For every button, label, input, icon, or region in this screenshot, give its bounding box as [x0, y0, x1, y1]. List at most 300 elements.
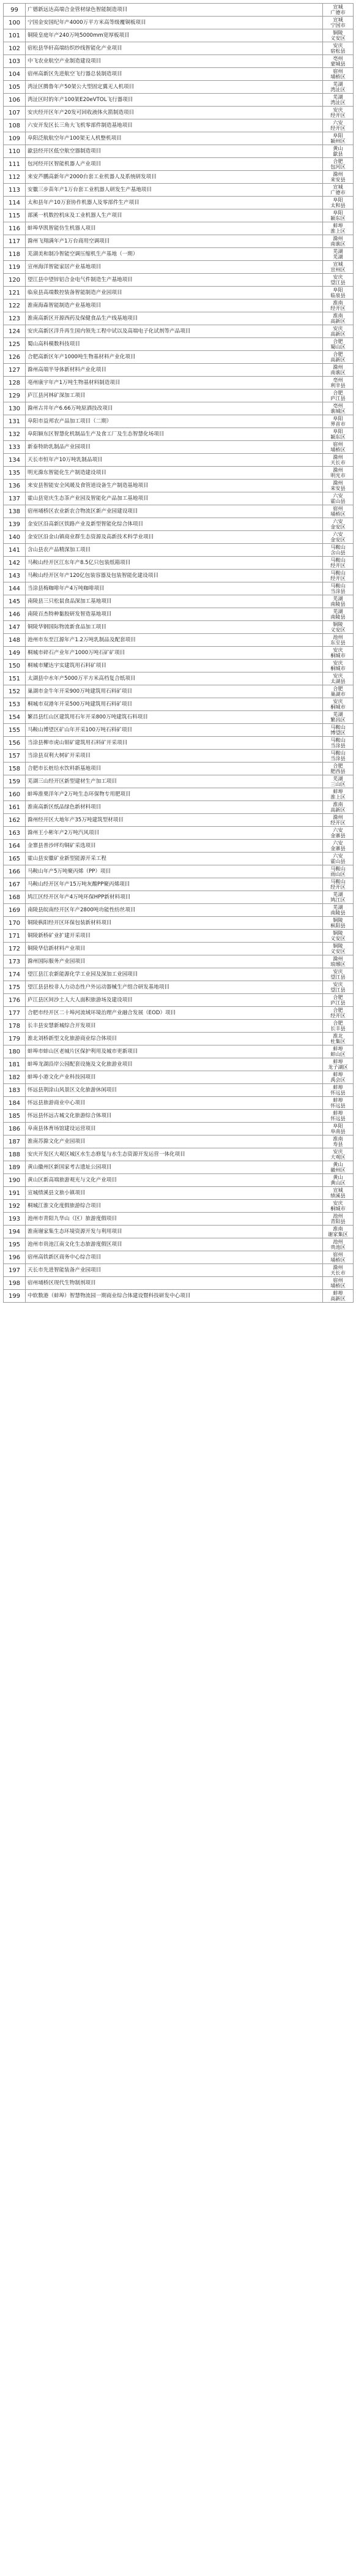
project-name: 桐城市双港年开采500万吨建筑用石料矿项目: [26, 698, 323, 711]
project-number: 154: [4, 711, 26, 724]
project-number: 198: [4, 1277, 26, 1290]
project-name: 蚌埠市蚌山区老城片区保护利用及城市更新项目: [26, 1045, 323, 1058]
project-number: 197: [4, 1264, 26, 1277]
project-name: 中飞农业航空产业制造建设项目: [26, 55, 323, 68]
project-name: 宿州埇桥区现代生物制剂项目: [26, 1277, 323, 1290]
project-name: 宿州埇桥区农业新农合物流区新产业园建设项目: [26, 505, 323, 518]
project-number: 123: [4, 312, 26, 325]
table-row: [4, 724, 354, 737]
project-location: 宿州 埇桥区: [323, 505, 354, 518]
project-name: 当涂县梅咖啡年产4万吨咖啡项目: [26, 582, 323, 595]
project-number: 159: [4, 775, 26, 788]
project-name: 铜陵华钢国际物流新食品加工项目: [26, 621, 323, 634]
table-row: [4, 711, 354, 724]
project-number: 148: [4, 634, 26, 647]
project-number: 129: [4, 390, 26, 402]
project-number: 166: [4, 865, 26, 878]
project-location: 芜湖 繁昌区: [323, 711, 354, 724]
project-location: 合肥 巢湖市: [323, 685, 354, 698]
project-number: 176: [4, 994, 26, 1007]
project-number: 115: [4, 209, 26, 222]
project-name: 六安开发区长三角大飞机零部件制造基地项目: [26, 119, 323, 132]
table-row: [4, 1071, 354, 1084]
project-location: 合肥 包河区: [323, 158, 354, 171]
project-number: 153: [4, 698, 26, 711]
project-number: 126: [4, 351, 26, 364]
table-row: [4, 1084, 354, 1097]
table-row: [4, 1058, 354, 1071]
table-row: [4, 1174, 354, 1187]
project-number: 147: [4, 621, 26, 634]
table-row: [4, 647, 354, 660]
table-row: [4, 184, 354, 197]
table-row: [4, 775, 354, 788]
project-number: 194: [4, 1226, 26, 1238]
project-location: 安庆 望江县: [323, 981, 354, 994]
table-row: [4, 492, 354, 505]
project-number: 155: [4, 724, 26, 737]
table-row: [4, 364, 354, 377]
table-row: [4, 171, 354, 184]
project-name: 合肥高新区年产1000吨生物基材料产业化项目: [26, 351, 323, 364]
project-number: 171: [4, 930, 26, 943]
project-number: 151: [4, 672, 26, 685]
project-number: 107: [4, 107, 26, 119]
project-number: 128: [4, 377, 26, 390]
project-location: 淮南 谢家集区: [323, 1226, 354, 1238]
project-location: 滁州 来安县: [323, 480, 354, 492]
project-number: 102: [4, 42, 26, 55]
table-row: [4, 1020, 354, 1033]
project-number: 139: [4, 518, 26, 531]
project-location: 安庆 望江县: [323, 274, 354, 287]
table-row: [4, 1226, 354, 1238]
table-row: [4, 55, 354, 68]
project-number: 165: [4, 853, 26, 865]
project-location: 铜陵 枞阳县: [323, 917, 354, 930]
table-row: [4, 943, 354, 955]
table-row: [4, 209, 354, 222]
table-row: [4, 1213, 354, 1226]
project-location: 宣城 广德市: [323, 184, 354, 197]
project-name: 铜陵皇庭年产240万吨5000mm宽厚板项目: [26, 29, 323, 42]
table-row: [4, 222, 354, 235]
project-name: 当涂县双利大树矿开采项目: [26, 750, 323, 763]
table-row: [4, 1290, 354, 1303]
project-number: 130: [4, 402, 26, 415]
table-row: [4, 1238, 354, 1251]
table-row: [4, 750, 354, 763]
project-location: 宿州 埇桥区: [323, 68, 354, 81]
project-name: 芜湖美和制冷智能空调压缩机生产基地（一期）: [26, 248, 323, 261]
table-row: [4, 428, 354, 441]
table-row: [4, 582, 354, 595]
project-name: 庐江县区间沙土人大人面积旅游场及建设项目: [26, 994, 323, 1007]
table-row: [4, 1123, 354, 1135]
project-number: 169: [4, 904, 26, 917]
table-row: [4, 840, 354, 853]
table-row: [4, 634, 354, 647]
table-row: [4, 788, 354, 801]
table-row: [4, 737, 354, 750]
project-number: 174: [4, 968, 26, 981]
table-row: [4, 1007, 354, 1020]
project-location: 六安 经开区: [323, 119, 354, 132]
project-number: 105: [4, 81, 26, 94]
project-location: 马鞍山 经开区: [323, 557, 354, 570]
project-number: 103: [4, 55, 26, 68]
table-row: [4, 955, 354, 968]
project-location: 马鞍山 当涂县: [323, 750, 354, 763]
project-name: 金寨县普沙坪均铜矿采选项目: [26, 840, 323, 853]
project-number: 192: [4, 1200, 26, 1213]
project-location: 合肥 庐江县: [323, 994, 354, 1007]
project-number: 196: [4, 1251, 26, 1264]
project-location: 马鞍山 雨山区: [323, 865, 354, 878]
project-name: 宣城绩溪县文旅小镇项目: [26, 1187, 323, 1200]
project-location: 安庆 望江县: [323, 968, 354, 981]
project-name: 包河经开区智能机器人产业项目: [26, 158, 323, 171]
project-location: 淮南 经开区: [323, 299, 354, 312]
project-location: 池州 青阳县: [323, 1213, 354, 1226]
project-name: 铜陵枞阳经开区环保包装新材料项目: [26, 917, 323, 930]
project-name: 宿松县华轩高端纺织纱线智能化产业项目: [26, 42, 323, 55]
project-number: 179: [4, 1033, 26, 1045]
project-number: 111: [4, 158, 26, 171]
project-name: 桐城市碎石产业年产1000万吨石矿矿项目: [26, 647, 323, 660]
project-location: 滁州 琅琊区: [323, 955, 354, 968]
table-row: [4, 557, 354, 570]
project-location: 六安 金安区: [323, 531, 354, 544]
project-name: 滁州飞翔满年产1万台商用空调项目: [26, 235, 323, 248]
project-location: 宿州 埇桥区: [323, 441, 354, 454]
table-row: [4, 68, 354, 81]
project-location: 滁州 来安县: [323, 171, 354, 184]
project-number: 101: [4, 29, 26, 42]
project-name: 阜南县体育场馆建设运营项目: [26, 1123, 323, 1135]
project-location: 蚌埠 龙子湖区: [323, 1058, 354, 1071]
project-name: 蚌埠小港文化产业科技园项目: [26, 1071, 323, 1084]
project-location: 安庆 桐城市: [323, 660, 354, 672]
table-row: [4, 94, 354, 107]
table-row: [4, 595, 354, 608]
table-row: [4, 853, 354, 865]
project-name: 新泰特助乳制品产业园项目: [26, 441, 323, 454]
project-number: 136: [4, 480, 26, 492]
table-row: [4, 930, 354, 943]
table-row: [4, 1097, 354, 1110]
project-location: 六安 霍山县: [323, 853, 354, 865]
project-location: 安庆 大观区: [323, 1148, 354, 1161]
project-number: 173: [4, 955, 26, 968]
table-row: [4, 248, 354, 261]
table-row: [4, 1135, 354, 1148]
project-location: 芜湖 湾沚区: [323, 81, 354, 94]
table-row: [4, 132, 354, 145]
project-location: 六安 金寨县: [323, 827, 354, 840]
table-row: [4, 981, 354, 994]
project-number: 131: [4, 415, 26, 428]
project-number: 117: [4, 235, 26, 248]
project-name: 黄山徽州区新国家考古遗址公园项目: [26, 1161, 323, 1174]
project-number: 106: [4, 94, 26, 107]
table-row: [4, 287, 354, 299]
table-row: [4, 454, 354, 467]
project-location: 蚌埠 高新区: [323, 1290, 354, 1303]
project-location: 合肥 高新区: [323, 351, 354, 364]
table-row: [4, 261, 354, 274]
project-number: 175: [4, 981, 26, 994]
project-location: 淮南 高新区: [323, 801, 354, 814]
project-name: 巢湖市金牛年开采900万吨建筑用石料矿项目: [26, 685, 323, 698]
project-number: 110: [4, 145, 26, 158]
project-location: 阜阳 阜南县: [323, 1123, 354, 1135]
project-number: 199: [4, 1290, 26, 1303]
table-row: [4, 351, 354, 364]
project-location: 蚌埠 禹会区: [323, 1071, 354, 1084]
project-name: 当涂县柳市虎山钼矿建筑用石料矿开采项目: [26, 737, 323, 750]
project-name: 怀远县荆涂山风景区文化旅游休闲项目: [26, 1084, 323, 1097]
project-name: 铜陵新桥矿业扩建开采项目: [26, 930, 323, 943]
project-number: 121: [4, 287, 26, 299]
table-row: [4, 325, 354, 338]
table-row: [4, 145, 354, 158]
project-number: 185: [4, 1110, 26, 1123]
project-number: 100: [4, 17, 26, 29]
project-location: 马鞍山 经开区: [323, 570, 354, 582]
project-name: 宣州海洋智能家居产业基地项目: [26, 261, 323, 274]
project-location: 黄山 黄山区: [323, 1174, 354, 1187]
table-row: [4, 415, 354, 428]
project-location: 宿州 埇桥区: [323, 1277, 354, 1290]
project-number: 142: [4, 557, 26, 570]
project-location: 滁州 明光市: [323, 467, 354, 480]
project-table: [3, 3, 354, 1303]
project-location: 亳州 蒙城县: [323, 55, 354, 68]
table-row: [4, 29, 354, 42]
project-location: 宣城 绩溪县: [323, 1187, 354, 1200]
project-location: 蚌埠 蚌山区: [323, 1045, 354, 1058]
table-row: [4, 119, 354, 132]
project-location: 亳州 谯城区: [323, 402, 354, 415]
project-location: 亳州 利辛县: [323, 377, 354, 390]
project-name: 淮南海森智能制造产业基地项目: [26, 299, 323, 312]
table-row: [4, 467, 354, 480]
table-row: [4, 1187, 354, 1200]
project-name: 淮北刘桥新型文化旅游商业综合体项目: [26, 1033, 323, 1045]
project-number: 195: [4, 1238, 26, 1251]
table-row: [4, 917, 354, 930]
project-name: 宿州高铁新区商务中心综合项目: [26, 1251, 323, 1264]
project-number: 120: [4, 274, 26, 287]
project-location: 马鞍山 含山县: [323, 544, 354, 557]
project-location: 马鞍山 当涂县: [323, 737, 354, 750]
table-row: [4, 197, 354, 209]
project-name: 滁州高端半导体新材料产业化项目: [26, 364, 323, 377]
table-row: [4, 801, 354, 814]
project-location: 宣城 宁国市: [323, 17, 354, 29]
project-number: 191: [4, 1187, 26, 1200]
table-row: [4, 698, 354, 711]
project-number: 116: [4, 222, 26, 235]
project-name: 南陵县皖南经开区年产2800吨功能性纺丝项目: [26, 904, 323, 917]
project-location: 阜阳 界首市: [323, 415, 354, 428]
project-number: 141: [4, 544, 26, 557]
project-name: 来安县智能安全风暖及食管道设备生产制造基地项目: [26, 480, 323, 492]
table-row: [4, 42, 354, 55]
project-number: 125: [4, 338, 26, 351]
project-number: 133: [4, 441, 26, 454]
project-name: 阜阳泛航航空年产100架无人机整机项目: [26, 132, 323, 145]
project-number: 162: [4, 814, 26, 827]
project-number: 193: [4, 1213, 26, 1226]
project-location: 合肥 经开区: [323, 1007, 354, 1020]
project-location: 蚌埠 淮上区: [323, 788, 354, 801]
table-row: [4, 968, 354, 981]
table-row: [4, 274, 354, 287]
project-location: 芜湖 三山区: [323, 775, 354, 788]
project-name: 马鞍山经开区年产15万吨灰酸PP聚丙烯项目: [26, 878, 323, 891]
project-location: 宣城 宣州区: [323, 261, 354, 274]
table-row: [4, 672, 354, 685]
project-number: 137: [4, 492, 26, 505]
project-name: 桐城市耀达宇实建筑用石料矿项目: [26, 660, 323, 672]
project-location: 阜阳 临泉县: [323, 287, 354, 299]
table-row: [4, 827, 354, 840]
project-location: 安庆 桐城市: [323, 1200, 354, 1213]
project-name: 望江县江农新能源化学工业园及深加工业园项目: [26, 968, 323, 981]
table-row: [4, 814, 354, 827]
project-name: 阜阳颍东区智慧化机制品生产及食工厂及生态智慧化场项目: [26, 428, 323, 441]
project-name: 宁国金安国纪年产4000万平方米高等级覆铜板项目: [26, 17, 323, 29]
table-row: [4, 107, 354, 119]
project-location: 六安 霍山县: [323, 492, 354, 505]
table-row: [4, 1148, 354, 1161]
project-name: 蚌埠龙湖沿岸公园配套设施及文化旅游业项目: [26, 1058, 323, 1071]
project-name: 怀远县怀远古城文化旅游综合体项目: [26, 1110, 323, 1123]
table-row: [4, 441, 354, 454]
project-number: 184: [4, 1097, 26, 1110]
table-row: [4, 1033, 354, 1045]
project-number: 118: [4, 248, 26, 261]
project-number: 157: [4, 750, 26, 763]
project-location: 滁州 经开区: [323, 814, 354, 827]
project-name: 太和县年产10万套协作机器人及零部件生产项目: [26, 197, 323, 209]
project-number: 122: [4, 299, 26, 312]
project-name: 安徽三步苗年产1万台套工业机器人研发生产基地项目: [26, 184, 323, 197]
project-number: 134: [4, 454, 26, 467]
project-name: 滁州古井年产6.66万吨原酒技改项目: [26, 402, 323, 415]
project-number: 143: [4, 570, 26, 582]
project-location: 马鞍山 当涂县: [323, 582, 354, 595]
project-location: 阜阳 太和县: [323, 197, 354, 209]
project-location: 安庆 桐城市: [323, 698, 354, 711]
project-name: 马鞍山经开区江东年产8.5亿只包装纸箱项目: [26, 557, 323, 570]
project-number: 113: [4, 184, 26, 197]
project-location: 宿州 埇桥区: [323, 1251, 354, 1264]
project-name: 霍山县宽庆生态茶产业园及智能化产品加工基地项目: [26, 492, 323, 505]
project-location: 芜湖 南陵县: [323, 608, 354, 621]
project-number: 189: [4, 1161, 26, 1174]
project-number: 150: [4, 660, 26, 672]
table-row: [4, 312, 354, 325]
project-location: 黄山 歙县: [323, 145, 354, 158]
project-number: 164: [4, 840, 26, 853]
project-name: 马鞍山博望区矿山年开采100万吨石料矿项目: [26, 724, 323, 737]
project-number: 158: [4, 763, 26, 775]
project-number: 178: [4, 1020, 26, 1033]
project-number: 152: [4, 685, 26, 698]
project-name: 安庆开发区大观区城区水生态修复与水生态资源开发运营一体化项目: [26, 1148, 323, 1161]
project-number: 135: [4, 467, 26, 480]
project-number: 119: [4, 261, 26, 274]
project-name: 霍山县安徽矿业新型能源开采工程: [26, 853, 323, 865]
project-location: 芜湖 南陵县: [323, 904, 354, 917]
project-location: 铜陵 义安区: [323, 621, 354, 634]
table-row: [4, 1277, 354, 1290]
project-name: 湾沚区时的年产100架E20eVTOL飞行器项目: [26, 94, 323, 107]
table-row: [4, 299, 354, 312]
project-name: 天长市恒年产10万吨乳制品项目: [26, 454, 323, 467]
table-row: [4, 865, 354, 878]
project-number: 172: [4, 943, 26, 955]
table-row: [4, 1251, 354, 1264]
table-row: [4, 1161, 354, 1174]
project-number: 160: [4, 788, 26, 801]
project-name: 广德新远达高端合金管材绿色智能制造项目: [26, 4, 323, 17]
project-location: 铜陵 义安区: [323, 29, 354, 42]
project-number: 188: [4, 1148, 26, 1161]
project-location: 池州 东至县: [323, 634, 354, 647]
project-number: 170: [4, 917, 26, 930]
project-name: 南陵百杰特种黏胶研发智造基地项目: [26, 608, 323, 621]
project-name: 天长市先进智能装备产业园项目: [26, 1264, 323, 1277]
project-table-body: [4, 4, 354, 1303]
table-row: [4, 904, 354, 917]
project-name: 南陵县三只松鼠食品深加工基地项目: [26, 595, 323, 608]
project-name: 滁州经开区大地年产35万吨建筑型材项目: [26, 814, 323, 827]
project-location: 六安 金寨县: [323, 840, 354, 853]
project-number: 144: [4, 582, 26, 595]
project-name: 滁州国际服务产业园项目: [26, 955, 323, 968]
project-location: 铜陵 义安区: [323, 930, 354, 943]
table-row: [4, 570, 354, 582]
project-location: 安庆 桐城市: [323, 647, 354, 660]
table-row: [4, 505, 354, 518]
project-name: 望江县县校非人力动态性户外运动器械生产组合研发基地项目: [26, 981, 323, 994]
project-name: 湾沚区腾鲁年产50架公大型固定翼无人机项目: [26, 81, 323, 94]
project-name: 怀远县旅游商业中心项目: [26, 1097, 323, 1110]
project-location: 阜阳 颍东区: [323, 428, 354, 441]
project-location: 滁州 天长市: [323, 454, 354, 467]
project-location: 安庆 高新区: [323, 325, 354, 338]
project-location: 蚌埠 怀远县: [323, 1084, 354, 1097]
project-list-page: [3, 3, 353, 1303]
table-row: [4, 338, 354, 351]
project-number: 99: [4, 4, 26, 17]
project-number: 163: [4, 827, 26, 840]
project-name: 安庆高新区洋升再生国内领先工程中试以及高端电子化试剂等产品项目: [26, 325, 323, 338]
project-location: 铜陵 义安区: [323, 943, 354, 955]
project-number: 161: [4, 801, 26, 814]
table-row: [4, 518, 354, 531]
project-number: 109: [4, 132, 26, 145]
project-location: 合肥 蜀山区: [323, 338, 354, 351]
project-location: 马鞍山 博望区: [323, 724, 354, 737]
project-name: 池州市青阳九华山（区）旅游度假项目: [26, 1213, 323, 1226]
table-row: [4, 544, 354, 557]
project-location: 阜阳 颍州区: [323, 132, 354, 145]
